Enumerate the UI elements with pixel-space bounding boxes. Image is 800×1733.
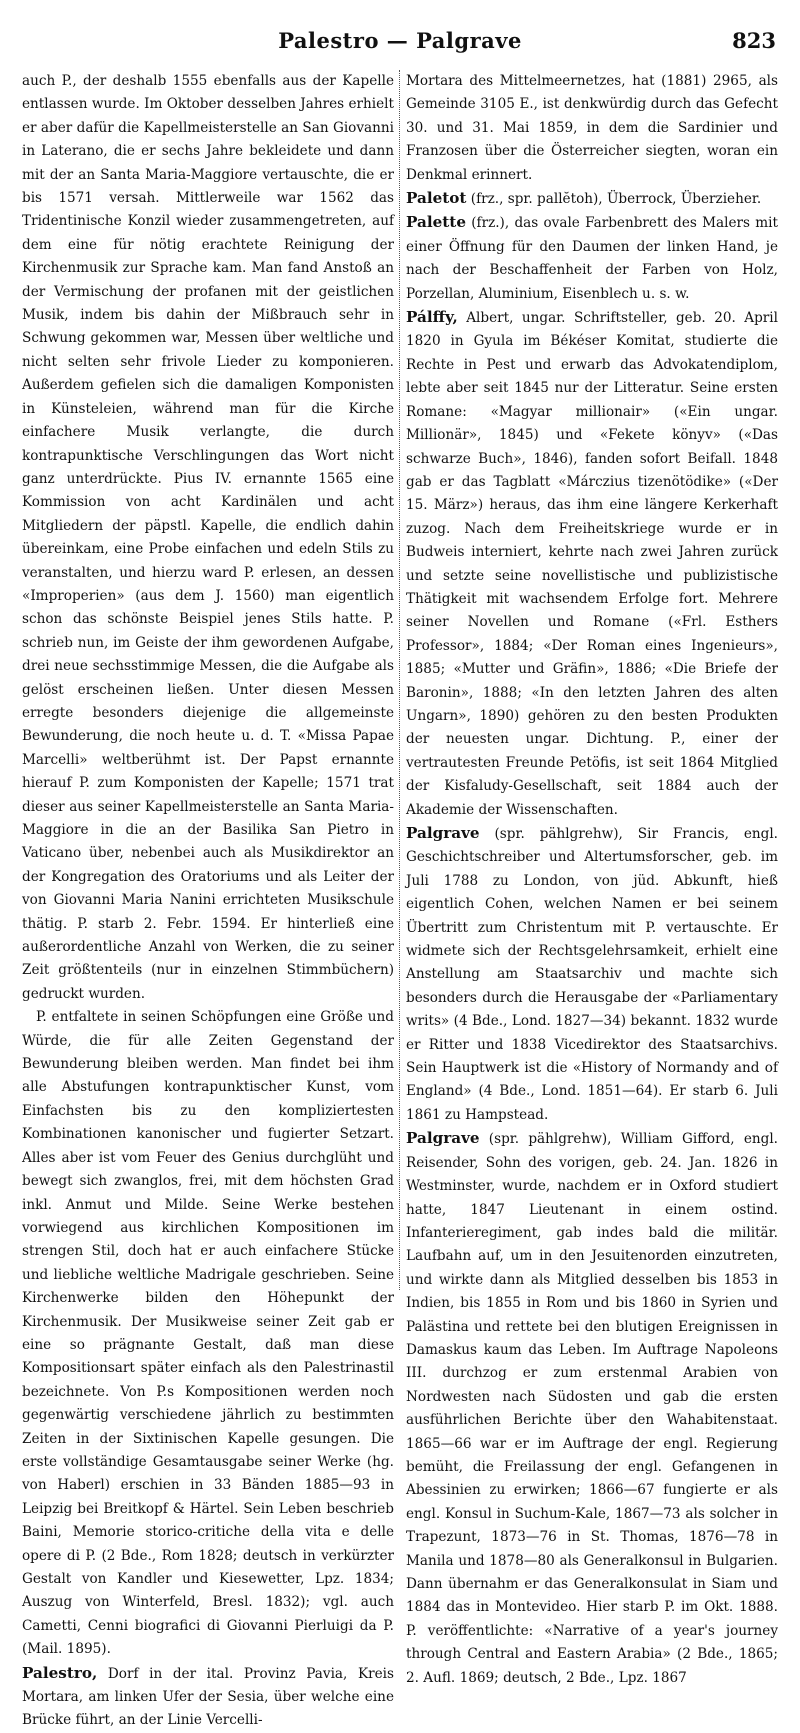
entry-headword: Pálffy, xyxy=(406,308,458,327)
entry-palgrave-francis xyxy=(406,822,778,1127)
palestrina-assessment: P. entfaltete in seinen Schöpfungen eine Größe und Würde, die für alle Zeiten Gegenstand der Bewunderung bleiben werden. Man findet bei ihm alle Abstufungen kontrapunktischer Kunst, vom Einfachsten bis zu den kompliziertesten Kombinationen kanonischer und fugierter Setzart. Alles aber ist vom Feuer des Genius durchglüht und bewegt sich zwanglos, frei, mit dem höchsten Grad inkl. Anmut und Milde. Seine Werke bestehen vorwiegend aus kirchlichen Kompositionen im strengen Stil, doch hat er auch einfachere Stücke und liebliche weltliche Madrigale geschrieben. Seine Kirchenwerke bilden den Höhepunkt der Kirchenmusik. Der Musikweise seiner Zeit gab er eine so prägnante Gestalt, daß man diese Kompositionsart später einfach als den Palestrinastil bezeichnete. Von P.s Kompositionen werden noch gegenwärtig verschiedene jährlich zu bestimmten Zeiten in der Sixtinischen Kapelle gesungen. Die erste vollständige Gesamtausgabe seiner Werke (hg. von Haberl) erschien in 33 Bänden 1885—93 in Leipzig bei Breitkopf & Härtel. Sein Leben beschrieb Baini, Memorie storico-critiche della vita e delle opere di P. (2 Bde., Rom 1828; deutsch in verkürzter Gestalt von Kandler und Kiesewetter, Lpz. 1834; Auszug von Winterfeld, Bresl. 1832); vgl. auch Cametti, Cenni biografici di Giovanni Pierluigi da P. (Mail. 1895). xyxy=(22,1009,394,1658)
text-columns xyxy=(22,70,778,1729)
right-column xyxy=(406,70,778,1686)
entry-text: (frz.), das ovale Farbenbrett des Malers mit einer Öffnung für den Daumen der linken Hand, je nach der Beschaffenheit der Farben von Holz, Porzellan, Aluminium, Eisenblech u. s. w. xyxy=(406,215,778,302)
entry-text: (spr. pählgrehw), Sir Francis, engl. Geschichtschreiber und Altertumsforscher, geb. im Juli 1788 zu London, von jüd. Abkunft, hieß eigentlich Cohen, welchen Namen er bei seinem Übertritt zum Christentum mit P. vertauschte. Er widmete sich der Rechtsgelehrsamkeit, erhielt eine Anstellung am Staatsarchiv und machte sich besonders durch die Herausgabe der «Parliamentary writs» (4 Bde., Lond. 1827—34) bekannt. 1832 wurde er Ritter und 1838 Vicedirektor des Staatsarchivs. Sein Hauptwerk ist die «History of Normandy and of England» (4 Bde., Lond. 1851—64). Er starb 6. Juli 1861 zu Hampstead. xyxy=(406,826,778,1123)
palestrina-text-continued: auch P., der deshalb 1555 ebenfalls aus der Kapelle entlassen wurde. Im Oktober desselben Jahres erhielt er aber dafür die Kapellmeisterstelle an San Giovanni in Laterano, die er sechs Jahre bekleidete und dann mit der an Santa Maria-Maggiore vertauschte, die er bis 1571 versah. Mittlerweile war 1562 das Tridentinische Konzil wieder zusammengetreten, auf dem eine für nötig erachtete Reinigung der Kirchenmusik zur Sprache kam. Man fand Anstoß an der Vermischung der profanen mit der geistlichen Musik, indem bis dahin der Mißbrauch sehr in Schwung gekommen war, Messen über weltliche und nicht selten sehr frivole Lieder zu komponieren. Außerdem gefielen sich die damaligen Komponisten in Künsteleien, während man für die Kirche einfachere Musik verlangte, die durch kontrapunktische Verschlingungen das Wort nicht ganz unterdrückte. Pius IV. ernannte 1565 eine Kommission von acht Kardinälen und acht Mitgliedern der päpstl. Kapelle, die endlich dahin übereinkam, eine Probe einfachen und edeln Stils zu veranstalten, und hierzu ward P. erlesen, an dessen «Improperien» (aus dem J. 1560) man eigentlich schon das schönste Beispiel jenes Stils hatte. P. schrieb nun, im Geiste der ihm gewordenen Aufgabe, drei neue sechsstimmige Messen, die die Aufgabe als gelöst erscheinen ließen. Unter diesen Messen erregte besonders diejenige die allgemeinste Bewunderung, die noch heute u. d. T. «Missa Papae Marcelli» weltberühmt ist. Der Papst ernannte hierauf P. zum Komponisten der Kapelle; 1571 trat dieser aus seiner Kapellmeisterstelle an Santa Maria-Maggiore in die an der Basilika San Pietro in Vaticano über, nebenbei auch als Musikdirektor an der Kongregation des Oratoriums und als Leiter der von Giovanni Maria Nanini errichteten Musikschule thätig. P. starb 2. Febr. 1594. Er hinterließ eine außerordentliche Anzahl von Werken, die zu seiner Zeit größtenteils (nur in einzelnen Stimmbüchern) gedruckt wurden. xyxy=(22,73,394,1002)
entry-palette xyxy=(406,211,778,306)
entry-paletot xyxy=(406,187,778,211)
entry-headword: Palette xyxy=(406,213,466,232)
entry-text: (spr. pählgrehw), William Gifford, engl. Reisender, Sohn des vorigen, geb. 24. Jan. 1826 in Westminster, wurde, nachdem er in Oxford studiert hatte, 1847 Lieutenant in einem ostind. Infanterieregiment, gab indes bald die militär. Laufbahn auf, um in den Jesuitenorden einzutreten, und wirkte dann als Mitglied desselben bis 1853 in Indien, bis 1855 in Rom und bis 1860 in Syrien und Palästina und rettete bei den blutigen Ereignissen in Damaskus kaum das Leben. Im Auftrage Napoleons III. durchzog er zum erstenmal Arabien von Nordwesten nach Südosten und gab die ersten ausführlichen Berichte über den Wahabitenstaat. 1865—66 war er im Auftrage der engl. Regierung bemüht, die Freilassung der engl. Gefangenen in Abessinien zu erwirken; 1866—67 fungierte er als engl. Konsul in Suchum-Kale, 1867—73 als solcher in Trapezunt, 1873—76 in St. Thomas, 1876—78 in Manila und 1878—80 als Generalkonsul in Bulgarien. Dann übernahm er das Generalkonsulat in Siam und 1884 das in Montevideo. Hier starb P. im Okt. 1888. P. veröffentlichte: «Narrative of a year's journey through Central and Eastern Arabia» (2 Bde., 1865; 2. Aufl. 1869; deutsch, 2 Bde., Lpz. 1867 xyxy=(406,1131,778,1686)
entry-headword: Paletot xyxy=(406,189,467,208)
left-column xyxy=(22,70,394,1729)
running-title: Palestro — Palgrave xyxy=(278,28,522,53)
entry-text: Albert, ungar. Schriftsteller, geb. 20. April 1820 in Gyula im Békéser Komitat, studierte die Rechte in Pest und erwarb das Advokatendiplom, lebte aber seit 1845 nur der Litteratur. Seine ersten Romane: «Magyar millionair» («Ein ungar. Millionär», 1845) und «Fekete könyv» («Das schwarze Buch», 1846), fanden sofort Beifall. 1848 gab er das Tagblatt «Márczius tizenötödike» («Der 15. März») heraus, das ihm eine längere Kerkerhaft zuzog. Nach dem Freiheitskriege wurde er in Budweis interniert, kehrte nach zwei Jahren zurück und setzte seine novellistische und publizistische Thätigkeit mit wachsendem Erfolge fort. Mehrere seiner Novellen und Romane («Frl. Esthers Professor», 1884; «Der Roman eines Ingenieurs», 1885; «Mutter und Gräfin», 1886; «Die Briefe der Baronin», 1888; «In den letzten Jahren des alten Ungarn», 1890) gehören zu den besten Produkten der neuesten ungar. Dichtung. P., einer der vertrautesten Freunde Petöfis, ist seit 1864 Mitglied der Kisfaludy-Gesellschaft, seit 1884 auch der Akademie der Wissenschaften. xyxy=(406,310,778,818)
entry-headword: Palgrave xyxy=(406,1129,480,1148)
entry-palffy xyxy=(406,306,778,822)
entry-headword: Palgrave xyxy=(406,824,480,842)
page-number: 823 xyxy=(732,28,776,53)
entry-palestro xyxy=(22,1662,394,1733)
entry-text: Dorf in der ital. Provinz Pavia, Kreis Mortara, am linken Ufer der Sesia, über welche eine Brücke führt, an der Linie Vercelli- xyxy=(22,1665,394,1729)
entry-text: (frz., spr. pallĕtoh), Überrock, Überzieher. xyxy=(466,191,762,208)
page-header xyxy=(22,22,778,62)
entry-palgrave-william xyxy=(406,1127,778,1690)
entry-headword: Palestro, xyxy=(22,1663,98,1682)
palestro-text-continued: Mortara des Mittelmeernetzes, hat (1881) 2965, als Gemeinde 3105 E., ist denkwürdig durch das Gefecht 30. und 31. Mai 1859, in dem die Sardinier und Franzosen über die Österreicher siegten, woran ein Denkmal erinnert. xyxy=(406,73,778,183)
